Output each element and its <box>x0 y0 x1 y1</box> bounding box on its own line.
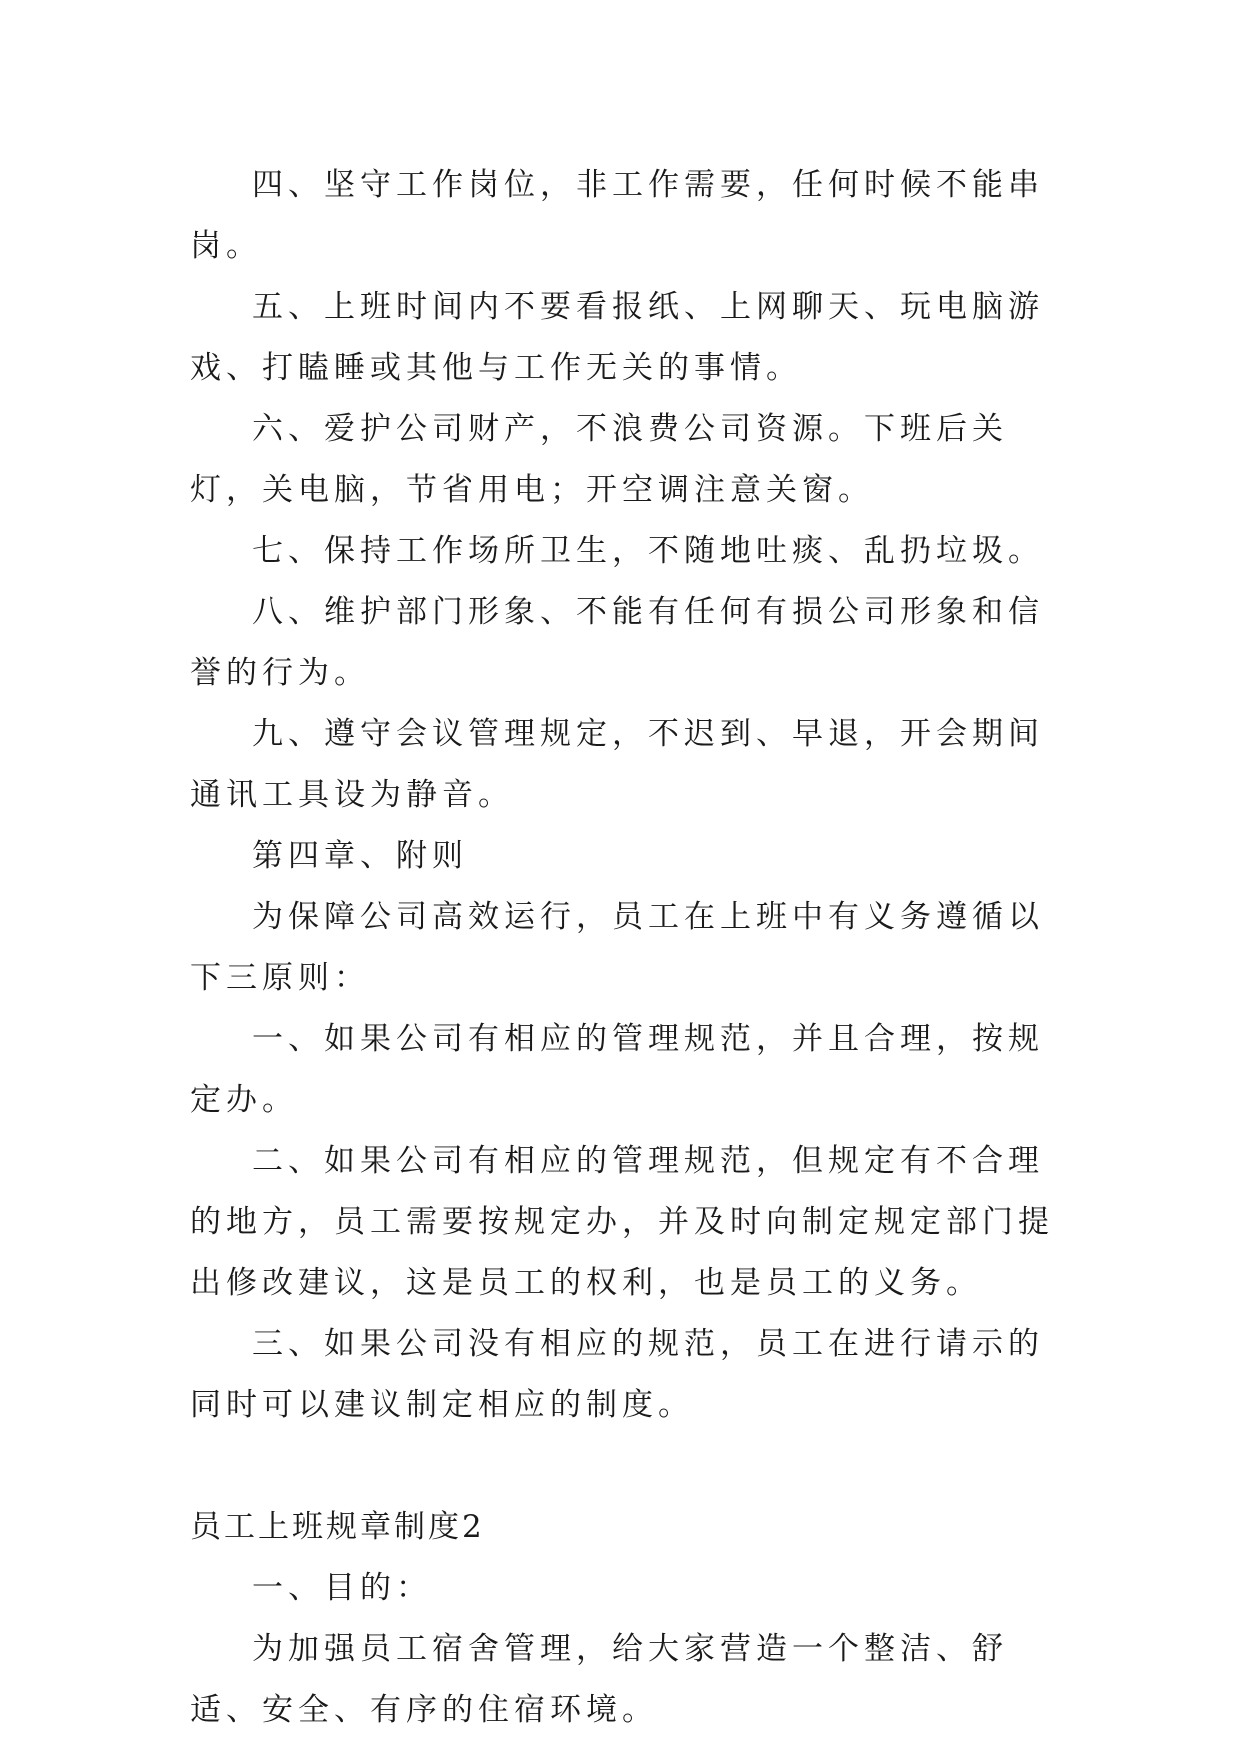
paragraph-rule-4: 四、坚守工作岗位，非工作需要，任何时候不能串岗。 <box>190 167 1044 264</box>
paragraph-principle-1: 一、如果公司有相应的管理规范，并且合理，按规定办。 <box>190 1021 1044 1118</box>
paragraph-purpose-heading: 一、目的： <box>252 1570 432 1606</box>
paragraph-principle-2: 二、如果公司有相应的管理规范，但规定有不合理的地方，员工需要按规定办，并及时向制定规定部门提出修改建议，这是员工的权利，也是员工的义务。 <box>190 1143 1054 1301</box>
paragraph-principles-intro: 为保障公司高效运行，员工在上班中有义务遵循以下三原则： <box>190 899 1044 996</box>
paragraph-rule-7: 七、保持工作场所卫生，不随地吐痰、乱扔垃圾。 <box>252 533 1044 569</box>
paragraph-purpose-text: 为加强员工宿舍管理，给大家营造一个整洁、舒适、安全、有序的住宿环境。 <box>190 1631 1008 1728</box>
paragraph-rule-9: 九、遵守会议管理规定，不迟到、早退，开会期间通讯工具设为静音。 <box>190 716 1044 813</box>
chapter-heading: 第四章、附则 <box>252 838 468 874</box>
paragraph-rule-6: 六、爱护公司财产，不浪费公司资源。下班后关灯，关电脑，节省用电；开空调注意关窗。 <box>190 411 1008 508</box>
document-body <box>190 155 1070 1741</box>
paragraph-rule-5: 五、上班时间内不要看报纸、上网聊天、玩电脑游戏、打瞌睡或其他与工作无关的事情。 <box>190 289 1044 386</box>
paragraph-rule-8: 八、维护部门形象、不能有任何有损公司形象和信誉的行为。 <box>190 594 1044 691</box>
section-title: 员工上班规章制度2 <box>190 1509 485 1545</box>
paragraph-principle-3: 三、如果公司没有相应的规范，员工在进行请示的同时可以建议制定相应的制度。 <box>190 1326 1044 1423</box>
